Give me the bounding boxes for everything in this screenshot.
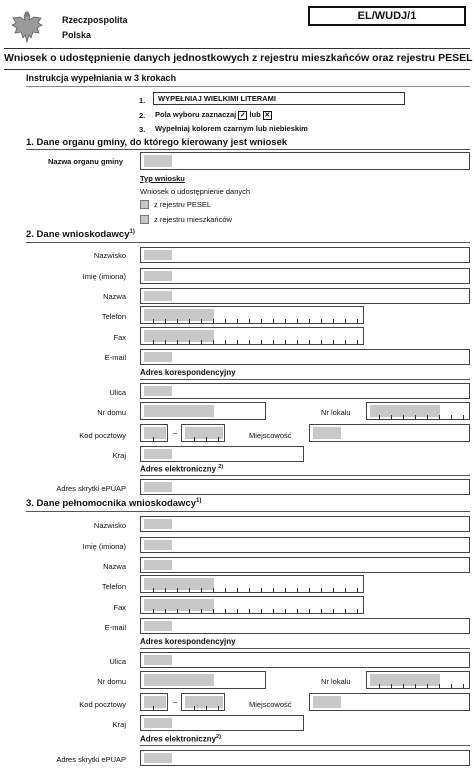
imie-label: Imię (imiona): [82, 542, 126, 551]
kraj-label: Kraj: [112, 451, 126, 460]
step-3-text: Wypełniaj kolorem czarnym lub niebieskim: [155, 124, 308, 133]
cell-tick: [309, 588, 310, 592]
divider: [26, 242, 470, 243]
cell-tick: [201, 319, 202, 323]
cell-tick: [285, 319, 286, 323]
cell-tick: [206, 706, 207, 710]
electronic-heading: Adres elektroniczny $^{2)}$: [140, 464, 224, 474]
checkmark-icon: ✓: [239, 111, 246, 119]
proxy-fax-input[interactable]: [140, 596, 364, 614]
organ-label: Nazwa organu gminy: [48, 157, 124, 166]
miejscowosc-input[interactable]: [309, 424, 470, 442]
proxy-nazwisko-input[interactable]: [140, 516, 470, 532]
cell-tick: [225, 609, 226, 613]
proxy-nr-lokalu-input[interactable]: [366, 671, 470, 689]
cell-tick: [237, 609, 238, 613]
step-number: 2.: [139, 111, 146, 120]
cell-tick: [309, 609, 310, 613]
cell-tick: [273, 340, 274, 344]
proxy-kraj-input[interactable]: [140, 715, 304, 731]
proxy-imie-input[interactable]: [140, 537, 470, 553]
divider: [26, 149, 470, 150]
residents-option-label: z rejestru mieszkańców: [154, 215, 232, 224]
cell-tick: [321, 340, 322, 344]
cell-tick: [177, 609, 178, 613]
cell-tick: [249, 340, 250, 344]
cell-tick: [153, 340, 154, 344]
cell-tick: [297, 588, 298, 592]
cell-tick: [285, 609, 286, 613]
section-3-title: 3. Dane pełnomocnika wnioskodawcy$^{1)}$: [26, 498, 202, 510]
header-country-line1: Rzeczpospolita: [62, 15, 128, 25]
proxy-nr-domu-input[interactable]: [140, 671, 266, 689]
cell-tick: [379, 684, 380, 688]
email-label: E-mail: [104, 623, 126, 632]
cross-mark-icon: ✕: [264, 111, 271, 119]
kod-dash: –: [173, 428, 178, 437]
cell-tick: [165, 340, 166, 344]
cell-tick: [249, 588, 250, 592]
cell-tick: [357, 319, 358, 323]
instructions-heading: Instrukcja wypełniania w 3 krokach: [26, 73, 177, 83]
cell-tick: [273, 609, 274, 613]
cell-tick: [189, 609, 190, 613]
nr-domu-label: Nr domu: [97, 677, 126, 686]
cell-tick: [415, 684, 416, 688]
nazwisko-label: Nazwisko: [93, 251, 126, 260]
cell-tick: [201, 340, 202, 344]
cell-tick: [309, 340, 310, 344]
cell-tick: [345, 319, 346, 323]
ulica-label: Ulica: [109, 657, 126, 666]
header-country-line2: Polska: [62, 30, 92, 40]
electronic-heading: Adres elektroniczny$^{2)}$: [140, 734, 221, 744]
pesel-checkbox[interactable]: [140, 200, 149, 209]
cell-tick: [153, 319, 154, 323]
cell-tick: [345, 340, 346, 344]
cell-tick: [189, 340, 190, 344]
divider: [26, 511, 470, 512]
cell-tick: [218, 706, 219, 710]
nr-lokalu-label: Nr lokalu: [321, 408, 351, 417]
divider: [4, 69, 470, 70]
section-1-title: 1. Dane organu gminy, do którego kierowany jest wniosek: [26, 137, 288, 148]
kod-part2-input[interactable]: [181, 424, 225, 442]
cell-tick: [225, 340, 226, 344]
cell-tick: [333, 340, 334, 344]
email-label: E-mail: [104, 353, 126, 362]
cell-tick: [321, 609, 322, 613]
step-number: 1.: [139, 96, 146, 105]
divider: [140, 379, 470, 380]
cell-tick: [273, 319, 274, 323]
eagle-emblem-icon: [10, 8, 44, 46]
cell-tick: [451, 415, 452, 419]
telefon-label: Telefon: [101, 312, 126, 321]
cell-tick: [249, 609, 250, 613]
cell-tick: [153, 609, 154, 613]
kod-label: Kod pocztowy: [79, 431, 126, 440]
cell-tick: [297, 319, 298, 323]
nr-lokalu-input[interactable]: [366, 402, 470, 420]
cell-tick: [237, 340, 238, 344]
skrytka-label: Adres skrytki ePUAP: [56, 484, 126, 493]
kod-dash: –: [173, 697, 178, 706]
cell-tick: [261, 340, 262, 344]
cell-tick: [427, 684, 428, 688]
cell-tick: [177, 588, 178, 592]
cell-tick: [177, 319, 178, 323]
cell-tick: [189, 588, 190, 592]
step-2-text: Pola wyboru zaznaczaj ✓ lub ✕: [155, 110, 271, 119]
proxy-ulica-input[interactable]: [140, 652, 470, 668]
cell-tick: [213, 588, 214, 592]
cell-tick: [194, 706, 195, 710]
cell-tick: [273, 588, 274, 592]
nazwa-label: Nazwa: [103, 562, 126, 571]
cell-tick: [403, 684, 404, 688]
skrytka-label: Adres skrytki ePUAP: [56, 755, 126, 764]
cell-tick: [177, 340, 178, 344]
nr-domu-label: Nr domu: [97, 408, 126, 417]
cell-tick: [206, 437, 207, 441]
cell-tick: [225, 319, 226, 323]
nazwa-label: Nazwa: [103, 292, 126, 301]
cell-tick: [333, 609, 334, 613]
cell-tick: [237, 588, 238, 592]
nazwisko-input[interactable]: [140, 247, 470, 263]
fax-label: Fax: [113, 333, 126, 342]
cell-tick: [451, 684, 452, 688]
cell-tick: [297, 340, 298, 344]
divider: [140, 745, 470, 746]
skrytka-input[interactable]: [140, 479, 470, 495]
cell-tick: [249, 319, 250, 323]
cell-tick: [225, 588, 226, 592]
ulica-input[interactable]: [140, 383, 470, 399]
cell-tick: [285, 340, 286, 344]
cell-tick: [213, 340, 214, 344]
miejscowosc-label: Miejscowość: [249, 700, 292, 709]
fax-input[interactable]: [140, 327, 364, 345]
divider: [140, 475, 470, 476]
kod-part1-input[interactable]: [140, 424, 168, 442]
cell-tick: [165, 609, 166, 613]
organ-name-input[interactable]: [140, 152, 470, 170]
cell-tick: [237, 319, 238, 323]
cell-tick: [189, 319, 190, 323]
cell-tick: [403, 415, 404, 419]
cell-tick: [213, 319, 214, 323]
nazwisko-label: Nazwisko: [93, 521, 126, 530]
fax-label: Fax: [113, 603, 126, 612]
cell-tick: [463, 684, 464, 688]
pesel-option-label: z rejestru PESEL: [154, 200, 212, 209]
cell-tick: [345, 609, 346, 613]
proxy-email-input[interactable]: [140, 618, 470, 634]
cell-tick: [439, 415, 440, 419]
cell-tick: [439, 684, 440, 688]
correspondence-heading: Adres korespondencyjny: [140, 637, 236, 646]
nr-domu-input[interactable]: [140, 402, 266, 420]
proxy-telefon-input[interactable]: [140, 575, 364, 593]
proxy-skrytka-input[interactable]: [140, 750, 470, 766]
cell-tick: [427, 415, 428, 419]
kraj-label: Kraj: [112, 720, 126, 729]
nazwa-input[interactable]: [140, 288, 470, 304]
cell-tick: [415, 415, 416, 419]
cell-tick: [213, 609, 214, 613]
residents-checkbox[interactable]: [140, 215, 149, 224]
cell-tick: [309, 319, 310, 323]
cell-tick: [391, 415, 392, 419]
cell-tick: [357, 340, 358, 344]
cell-tick: [194, 437, 195, 441]
proxy-nazwa-input[interactable]: [140, 557, 470, 573]
kraj-input[interactable]: [140, 446, 304, 462]
cell-tick: [261, 588, 262, 592]
correspondence-heading: Adres korespondencyjny: [140, 368, 236, 377]
imie-input[interactable]: [140, 268, 470, 284]
kod-label: Kod pocztowy: [79, 700, 126, 709]
ulica-label: Ulica: [109, 388, 126, 397]
cell-tick: [165, 588, 166, 592]
page-title: Wniosek o udostępnienie danych jednostkowych z rejestru mieszkańców oraz rejestru PESEL: [4, 52, 473, 64]
cell-tick: [218, 437, 219, 441]
cell-tick: [379, 415, 380, 419]
cell-tick: [153, 588, 154, 592]
cell-tick: [153, 437, 154, 441]
telefon-label: Telefon: [101, 582, 126, 591]
cell-tick: [261, 319, 262, 323]
cell-tick: [285, 588, 286, 592]
telefon-input[interactable]: [140, 306, 364, 324]
step-number: 3.: [139, 125, 146, 134]
email-input[interactable]: [140, 349, 470, 365]
cell-tick: [201, 588, 202, 592]
proxy-kod-part1-input[interactable]: [140, 693, 168, 711]
cell-tick: [357, 588, 358, 592]
proxy-kod-part2-input[interactable]: [181, 693, 225, 711]
divider: [140, 648, 470, 649]
imie-label: Imię (imiona): [82, 272, 126, 281]
proxy-miejscowosc-input[interactable]: [309, 693, 470, 711]
divider: [4, 48, 470, 49]
cell-tick: [297, 609, 298, 613]
cell-tick: [391, 684, 392, 688]
cell-tick: [201, 609, 202, 613]
cell-tick: [321, 588, 322, 592]
cell-tick: [333, 319, 334, 323]
form-code: EL/WUDJ/1: [308, 6, 466, 26]
type-label: Typ wniosku: [140, 174, 185, 183]
cell-tick: [333, 588, 334, 592]
step-1-text: WYPEŁNIAJ WIELKIMI LITERAMI: [153, 92, 405, 105]
cell-tick: [345, 588, 346, 592]
cell-tick: [165, 319, 166, 323]
divider: [26, 86, 470, 87]
cell-tick: [321, 319, 322, 323]
nr-lokalu-label: Nr lokalu: [321, 677, 351, 686]
type-description: Wniosek o udostępnienie danych: [140, 187, 251, 196]
section-2-title: 2. Dane wnioskodawcy$^{1)}$: [26, 229, 135, 241]
cell-tick: [153, 706, 154, 710]
cell-tick: [463, 415, 464, 419]
cell-tick: [357, 609, 358, 613]
miejscowosc-label: Miejscowość: [249, 431, 292, 440]
cell-tick: [261, 609, 262, 613]
